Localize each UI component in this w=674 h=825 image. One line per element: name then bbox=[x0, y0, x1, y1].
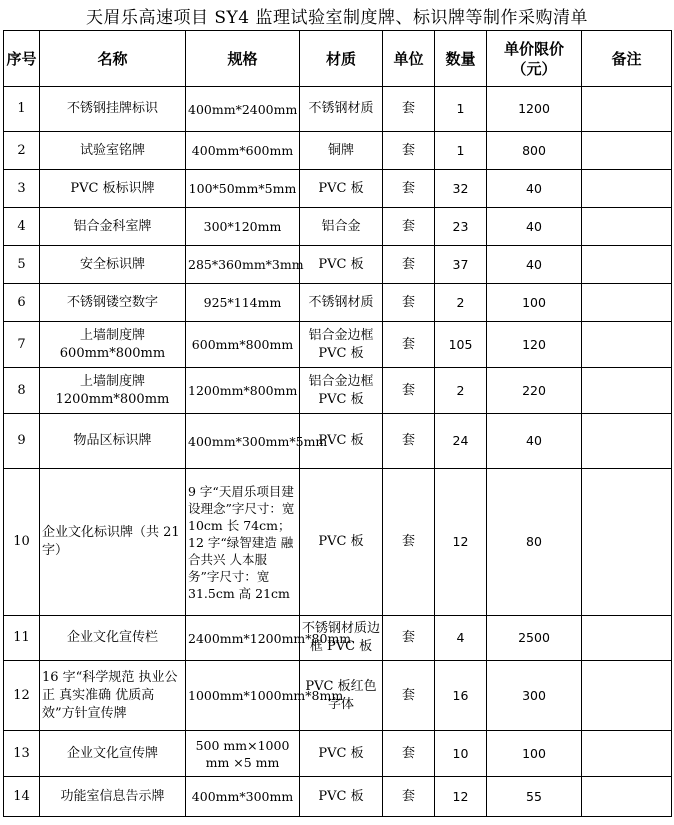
cell-remark bbox=[582, 208, 672, 246]
cell-material: PVC 板 bbox=[300, 414, 383, 469]
cell-price: 100 bbox=[487, 731, 582, 777]
cell-qty: 105 bbox=[435, 322, 487, 368]
cell-unit: 套 bbox=[383, 777, 435, 817]
cell-material: PVC 板 bbox=[300, 469, 383, 616]
cell-name: 功能室信息告示牌 bbox=[40, 777, 186, 817]
cell-price: 80 bbox=[487, 469, 582, 616]
header-unit: 单位 bbox=[383, 31, 435, 87]
cell-name: 上墙制度牌 1200mm*800mm bbox=[40, 368, 186, 414]
cell-name: 不锈钢挂牌标识 bbox=[40, 87, 186, 132]
cell-name: 上墙制度牌 600mm*800mm bbox=[40, 322, 186, 368]
cell-qty: 16 bbox=[435, 661, 487, 731]
cell-remark bbox=[582, 469, 672, 616]
cell-qty: 1 bbox=[435, 87, 487, 132]
cell-spec: 2400mm*1200mm*80mm bbox=[186, 616, 300, 661]
cell-name: 16 字“科学规范 执业公正 真实准确 优质高效”方针宣传牌 bbox=[40, 661, 186, 731]
table-row bbox=[4, 414, 672, 469]
table-row bbox=[4, 616, 672, 661]
cell-qty: 12 bbox=[435, 469, 487, 616]
header-row bbox=[4, 31, 672, 87]
cell-unit: 套 bbox=[383, 616, 435, 661]
cell-qty: 1 bbox=[435, 132, 487, 170]
cell-name: 企业文化标识牌（共 21 字） bbox=[40, 469, 186, 616]
cell-material: 铝合金边框 PVC 板 bbox=[300, 322, 383, 368]
cell-no: 7 bbox=[4, 322, 40, 368]
cell-unit: 套 bbox=[383, 414, 435, 469]
table-row bbox=[4, 469, 672, 616]
cell-spec: 300*120mm bbox=[186, 208, 300, 246]
cell-price: 100 bbox=[487, 284, 582, 322]
cell-spec: 500 mm×1000 mm ×5 mm bbox=[186, 731, 300, 777]
table-row bbox=[4, 777, 672, 817]
header-qty: 数量 bbox=[435, 31, 487, 87]
cell-no: 10 bbox=[4, 469, 40, 616]
cell-qty: 10 bbox=[435, 731, 487, 777]
table-row bbox=[4, 368, 672, 414]
cell-qty: 4 bbox=[435, 616, 487, 661]
table-row bbox=[4, 170, 672, 208]
cell-remark bbox=[582, 777, 672, 817]
cell-spec: 1000mm*1000mm*8mm bbox=[186, 661, 300, 731]
cell-no: 9 bbox=[4, 414, 40, 469]
cell-material: 不锈钢材质 bbox=[300, 87, 383, 132]
table-row bbox=[4, 661, 672, 731]
cell-material: PVC 板 bbox=[300, 731, 383, 777]
cell-name: 不锈钢镂空数字 bbox=[40, 284, 186, 322]
cell-spec: 400mm*2400mm bbox=[186, 87, 300, 132]
procurement-table bbox=[3, 30, 672, 817]
cell-price: 40 bbox=[487, 208, 582, 246]
cell-no: 14 bbox=[4, 777, 40, 817]
cell-name: PVC 板标识牌 bbox=[40, 170, 186, 208]
cell-material: PVC 板 bbox=[300, 777, 383, 817]
cell-price: 300 bbox=[487, 661, 582, 731]
cell-price: 40 bbox=[487, 414, 582, 469]
cell-no: 12 bbox=[4, 661, 40, 731]
table-row bbox=[4, 132, 672, 170]
header-name: 名称 bbox=[40, 31, 186, 87]
header-price-line1: 单价限价 bbox=[503, 39, 564, 58]
cell-material: 铝合金边框 PVC 板 bbox=[300, 368, 383, 414]
cell-unit: 套 bbox=[383, 208, 435, 246]
cell-remark bbox=[582, 368, 672, 414]
cell-no: 6 bbox=[4, 284, 40, 322]
cell-price: 40 bbox=[487, 246, 582, 284]
table-row bbox=[4, 87, 672, 132]
cell-spec: 400mm*300mm*5mm bbox=[186, 414, 300, 469]
cell-no: 8 bbox=[4, 368, 40, 414]
header-price-line2: （元） bbox=[511, 59, 557, 78]
table-row bbox=[4, 731, 672, 777]
cell-name: 企业文化宣传牌 bbox=[40, 731, 186, 777]
cell-unit: 套 bbox=[383, 87, 435, 132]
header-no: 序号 bbox=[4, 31, 40, 87]
cell-material: 铜牌 bbox=[300, 132, 383, 170]
cell-price: 2500 bbox=[487, 616, 582, 661]
cell-qty: 37 bbox=[435, 246, 487, 284]
cell-material: 铝合金 bbox=[300, 208, 383, 246]
cell-remark bbox=[582, 246, 672, 284]
cell-name: 铝合金科室牌 bbox=[40, 208, 186, 246]
cell-price: 40 bbox=[487, 170, 582, 208]
cell-no: 13 bbox=[4, 731, 40, 777]
cell-remark bbox=[582, 132, 672, 170]
cell-unit: 套 bbox=[383, 322, 435, 368]
cell-material: PVC 板红色字体 bbox=[300, 661, 383, 731]
cell-remark bbox=[582, 731, 672, 777]
cell-unit: 套 bbox=[383, 731, 435, 777]
cell-material: PVC 板 bbox=[300, 170, 383, 208]
cell-no: 11 bbox=[4, 616, 40, 661]
cell-no: 2 bbox=[4, 132, 40, 170]
cell-material: 不锈钢材质边框 PVC 板 bbox=[300, 616, 383, 661]
cell-no: 3 bbox=[4, 170, 40, 208]
table-row bbox=[4, 322, 672, 368]
cell-remark bbox=[582, 661, 672, 731]
cell-remark bbox=[582, 170, 672, 208]
header-spec: 规格 bbox=[186, 31, 300, 87]
cell-no: 1 bbox=[4, 87, 40, 132]
cell-price: 55 bbox=[487, 777, 582, 817]
cell-spec: 400mm*600mm bbox=[186, 132, 300, 170]
table-row bbox=[4, 208, 672, 246]
cell-spec: 1200mm*800mm bbox=[186, 368, 300, 414]
cell-price: 120 bbox=[487, 322, 582, 368]
cell-qty: 2 bbox=[435, 284, 487, 322]
header-material: 材质 bbox=[300, 31, 383, 87]
cell-spec: 925*114mm bbox=[186, 284, 300, 322]
document-title: 天眉乐高速项目 SY4 监理试验室制度牌、标识牌等制作采购清单 bbox=[86, 8, 588, 28]
cell-no: 5 bbox=[4, 246, 40, 284]
cell-unit: 套 bbox=[383, 132, 435, 170]
cell-material: PVC 板 bbox=[300, 246, 383, 284]
cell-price: 800 bbox=[487, 132, 582, 170]
cell-qty: 32 bbox=[435, 170, 487, 208]
cell-unit: 套 bbox=[383, 284, 435, 322]
cell-qty: 24 bbox=[435, 414, 487, 469]
cell-remark bbox=[582, 414, 672, 469]
cell-spec: 600mm*800mm bbox=[186, 322, 300, 368]
cell-qty: 12 bbox=[435, 777, 487, 817]
cell-name: 试验室铭牌 bbox=[40, 132, 186, 170]
cell-unit: 套 bbox=[383, 469, 435, 616]
table-row bbox=[4, 246, 672, 284]
cell-qty: 23 bbox=[435, 208, 487, 246]
cell-price: 220 bbox=[487, 368, 582, 414]
cell-name: 安全标识牌 bbox=[40, 246, 186, 284]
cell-unit: 套 bbox=[383, 368, 435, 414]
header-price bbox=[487, 31, 582, 87]
cell-qty: 2 bbox=[435, 368, 487, 414]
cell-remark bbox=[582, 616, 672, 661]
cell-remark bbox=[582, 284, 672, 322]
cell-remark bbox=[582, 87, 672, 132]
cell-spec: 400mm*300mm bbox=[186, 777, 300, 817]
table-row bbox=[4, 284, 672, 322]
cell-material: 不锈钢材质 bbox=[300, 284, 383, 322]
cell-price: 1200 bbox=[487, 87, 582, 132]
cell-unit: 套 bbox=[383, 246, 435, 284]
cell-remark bbox=[582, 322, 672, 368]
cell-name: 物品区标识牌 bbox=[40, 414, 186, 469]
cell-unit: 套 bbox=[383, 661, 435, 731]
cell-spec: 100*50mm*5mm bbox=[186, 170, 300, 208]
header-remark: 备注 bbox=[582, 31, 672, 87]
cell-no: 4 bbox=[4, 208, 40, 246]
cell-name: 企业文化宣传栏 bbox=[40, 616, 186, 661]
cell-spec: 9 字“天眉乐项目建设理念”字尺寸：宽 10cm 长 74cm；12 字“绿智建造 融合共兴 人本服务”字尺寸：宽 31.5cm 高 21cm bbox=[186, 469, 300, 616]
cell-unit: 套 bbox=[383, 170, 435, 208]
cell-spec: 285*360mm*3mm bbox=[186, 246, 300, 284]
